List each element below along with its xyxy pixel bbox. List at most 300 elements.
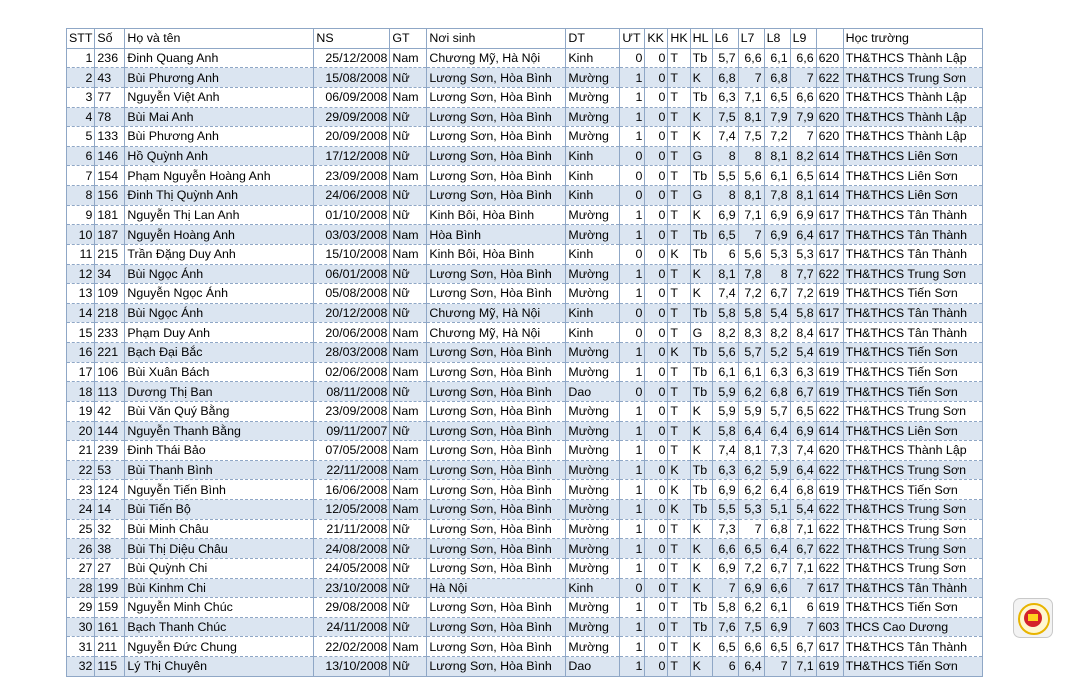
cell-l9: 7 (790, 127, 816, 147)
cell-dt: Kinh (566, 48, 620, 68)
cell-ut: 1 (620, 441, 645, 461)
cell-hk: T (668, 284, 690, 304)
cell-dt: Dao (566, 382, 620, 402)
cell-l9: 7,2 (790, 284, 816, 304)
cell-kk: 0 (645, 323, 668, 343)
cell-l6: 6,9 (712, 480, 738, 500)
cell-l6: 5,8 (712, 421, 738, 441)
table-row (67, 343, 983, 363)
cell-kk: 0 (645, 578, 668, 598)
cell-ho-ten: Bùi Ngọc Ánh (125, 264, 314, 284)
cell-school-code: 620 (816, 441, 843, 461)
cell-ns: 20/12/2008 (314, 303, 390, 323)
school-emblem-icon (1013, 598, 1053, 638)
cell-hl: Tb (690, 460, 712, 480)
table-row (67, 146, 983, 166)
cell-l7: 6,4 (738, 421, 764, 441)
header-l9: L9 (790, 29, 816, 49)
cell-l6: 6 (712, 657, 738, 677)
table-row (67, 637, 983, 657)
table-row (67, 519, 983, 539)
header-dt: DT (566, 29, 620, 49)
cell-ut: 0 (620, 186, 645, 206)
cell-l8: 6,8 (764, 519, 790, 539)
cell-hk: T (668, 68, 690, 88)
cell-ut: 0 (620, 166, 645, 186)
cell-stt: 11 (67, 244, 95, 264)
cell-dt: Mường (566, 441, 620, 461)
cell-gt: Nam (390, 362, 427, 382)
cell-hoc-truong: TH&THCS Liên Sơn (843, 186, 982, 206)
cell-l8: 5,3 (764, 244, 790, 264)
cell-school-code: 620 (816, 107, 843, 127)
cell-school-code: 619 (816, 284, 843, 304)
cell-ut: 1 (620, 657, 645, 677)
cell-stt: 10 (67, 225, 95, 245)
cell-l9: 6,3 (790, 362, 816, 382)
table-row (67, 303, 983, 323)
cell-l6: 5,6 (712, 343, 738, 363)
cell-ut: 1 (620, 460, 645, 480)
cell-l9: 5,3 (790, 244, 816, 264)
cell-hl: K (690, 637, 712, 657)
cell-gt: Nam (390, 343, 427, 363)
cell-l7: 7,1 (738, 205, 764, 225)
cell-stt: 7 (67, 166, 95, 186)
cell-l8: 6,9 (764, 225, 790, 245)
cell-school-code: 620 (816, 87, 843, 107)
cell-l6: 5,7 (712, 48, 738, 68)
table-row (67, 578, 983, 598)
cell-gt: Nữ (390, 107, 427, 127)
cell-so: 113 (95, 382, 125, 402)
cell-ns: 08/11/2008 (314, 382, 390, 402)
cell-school-code: 617 (816, 578, 843, 598)
cell-gt: Nam (390, 500, 427, 520)
cell-so: 32 (95, 519, 125, 539)
header-row (67, 29, 983, 49)
cell-ns: 24/05/2008 (314, 558, 390, 578)
cell-l8: 6,9 (764, 617, 790, 637)
cell-l7: 6,2 (738, 460, 764, 480)
cell-kk: 0 (645, 48, 668, 68)
cell-hoc-truong: TH&THCS Tiến Sơn (843, 343, 982, 363)
cell-hk: T (668, 362, 690, 382)
cell-l6: 5,5 (712, 166, 738, 186)
cell-hk: T (668, 166, 690, 186)
table-row (67, 617, 983, 637)
cell-ns: 21/11/2008 (314, 519, 390, 539)
cell-ns: 20/09/2008 (314, 127, 390, 147)
cell-school-code: 619 (816, 598, 843, 618)
header-hk: HK (668, 29, 690, 49)
table-row (67, 657, 983, 677)
cell-l9: 5,8 (790, 303, 816, 323)
cell-dt: Kinh (566, 166, 620, 186)
cell-ns: 02/06/2008 (314, 362, 390, 382)
cell-stt: 15 (67, 323, 95, 343)
cell-so: 43 (95, 68, 125, 88)
cell-l9: 6,9 (790, 421, 816, 441)
cell-school-code: 617 (816, 637, 843, 657)
cell-gt: Nữ (390, 68, 427, 88)
cell-l7: 8,3 (738, 323, 764, 343)
cell-l6: 6,5 (712, 637, 738, 657)
cell-noi-sinh: Chương Mỹ, Hà Nội (427, 48, 566, 68)
cell-hl: G (690, 146, 712, 166)
cell-ut: 1 (620, 558, 645, 578)
cell-gt: Nữ (390, 303, 427, 323)
header-l6: L6 (712, 29, 738, 49)
cell-l9: 7 (790, 578, 816, 598)
table-row (67, 480, 983, 500)
cell-l8: 8,2 (764, 323, 790, 343)
cell-stt: 28 (67, 578, 95, 598)
table-row (67, 421, 983, 441)
cell-hl: Tb (690, 598, 712, 618)
cell-noi-sinh: Lương Sơn, Hòa Bình (427, 87, 566, 107)
cell-ho-ten: Bùi Mai Anh (125, 107, 314, 127)
cell-gt: Nữ (390, 578, 427, 598)
cell-ho-ten: Dương Thị Ban (125, 382, 314, 402)
cell-so: 124 (95, 480, 125, 500)
cell-ho-ten: Nguyễn Đức Chung (125, 637, 314, 657)
cell-dt: Mường (566, 362, 620, 382)
cell-l6: 6,3 (712, 460, 738, 480)
table-row (67, 460, 983, 480)
cell-l9: 6 (790, 598, 816, 618)
cell-l6: 5,5 (712, 500, 738, 520)
cell-school-code: 617 (816, 303, 843, 323)
cell-l9: 6,4 (790, 225, 816, 245)
cell-l7: 7,8 (738, 264, 764, 284)
cell-hoc-truong: TH&THCS Trung Sơn (843, 558, 982, 578)
cell-school-code: 622 (816, 264, 843, 284)
cell-school-code: 622 (816, 500, 843, 520)
cell-kk: 0 (645, 441, 668, 461)
cell-l6: 7,3 (712, 519, 738, 539)
cell-kk: 0 (645, 127, 668, 147)
cell-so: 187 (95, 225, 125, 245)
cell-dt: Kinh (566, 244, 620, 264)
cell-hl: G (690, 323, 712, 343)
cell-l9: 7,1 (790, 519, 816, 539)
cell-dt: Mường (566, 598, 620, 618)
cell-noi-sinh: Lương Sơn, Hòa Bình (427, 343, 566, 363)
cell-ns: 13/10/2008 (314, 657, 390, 677)
cell-ut: 1 (620, 362, 645, 382)
cell-so: 218 (95, 303, 125, 323)
cell-ns: 20/06/2008 (314, 323, 390, 343)
cell-hl: K (690, 127, 712, 147)
header-ns: NS (314, 29, 390, 49)
table-row (67, 362, 983, 382)
cell-l8: 6,3 (764, 362, 790, 382)
cell-dt: Mường (566, 637, 620, 657)
cell-stt: 18 (67, 382, 95, 402)
cell-dt: Mường (566, 264, 620, 284)
cell-kk: 0 (645, 460, 668, 480)
cell-hoc-truong: TH&THCS Trung Sơn (843, 519, 982, 539)
cell-dt: Dao (566, 657, 620, 677)
header-hoc-truong: Học trường (843, 29, 982, 49)
cell-kk: 0 (645, 401, 668, 421)
cell-gt: Nam (390, 637, 427, 657)
table-row (67, 441, 983, 461)
cell-hoc-truong: TH&THCS Thành Lập (843, 87, 982, 107)
table-row (67, 244, 983, 264)
cell-ho-ten: Đinh Quang Anh (125, 48, 314, 68)
cell-hoc-truong: TH&THCS Trung Sơn (843, 539, 982, 559)
cell-hl: K (690, 205, 712, 225)
table-row (67, 558, 983, 578)
cell-school-code: 614 (816, 421, 843, 441)
cell-hk: T (668, 598, 690, 618)
cell-so: 78 (95, 107, 125, 127)
cell-l8: 6,1 (764, 598, 790, 618)
cell-l7: 5,9 (738, 401, 764, 421)
cell-stt: 30 (67, 617, 95, 637)
table-row (67, 205, 983, 225)
cell-l7: 8,1 (738, 186, 764, 206)
cell-so: 211 (95, 637, 125, 657)
cell-l8: 6,1 (764, 166, 790, 186)
cell-school-code: 617 (816, 244, 843, 264)
cell-l8: 7,2 (764, 127, 790, 147)
cell-l6: 6,1 (712, 362, 738, 382)
header-school-code (816, 29, 843, 49)
cell-hl: Tb (690, 303, 712, 323)
cell-stt: 14 (67, 303, 95, 323)
cell-l7: 5,3 (738, 500, 764, 520)
cell-ns: 29/09/2008 (314, 107, 390, 127)
cell-stt: 32 (67, 657, 95, 677)
cell-noi-sinh: Lương Sơn, Hòa Bình (427, 598, 566, 618)
cell-hoc-truong: TH&THCS Tiến Sơn (843, 284, 982, 304)
cell-school-code: 622 (816, 68, 843, 88)
cell-hk: K (668, 460, 690, 480)
cell-stt: 4 (67, 107, 95, 127)
cell-ho-ten: Bùi Thanh Bình (125, 460, 314, 480)
cell-gt: Nữ (390, 539, 427, 559)
cell-dt: Mường (566, 343, 620, 363)
cell-l7: 8 (738, 146, 764, 166)
cell-school-code: 619 (816, 657, 843, 677)
cell-dt: Mường (566, 284, 620, 304)
cell-noi-sinh: Lương Sơn, Hòa Bình (427, 637, 566, 657)
cell-l7: 6,2 (738, 382, 764, 402)
cell-hl: Tb (690, 166, 712, 186)
table-row (67, 186, 983, 206)
cell-hl: Tb (690, 225, 712, 245)
cell-school-code: 620 (816, 127, 843, 147)
cell-dt: Mường (566, 617, 620, 637)
cell-l7: 6,2 (738, 598, 764, 618)
cell-noi-sinh: Lương Sơn, Hòa Bình (427, 441, 566, 461)
cell-hk: T (668, 441, 690, 461)
cell-ns: 23/09/2008 (314, 401, 390, 421)
cell-school-code: 619 (816, 343, 843, 363)
header-kk: KK (645, 29, 668, 49)
cell-noi-sinh: Hòa Bình (427, 225, 566, 245)
cell-ns: 28/03/2008 (314, 343, 390, 363)
cell-kk: 0 (645, 205, 668, 225)
cell-hl: K (690, 284, 712, 304)
cell-so: 133 (95, 127, 125, 147)
cell-noi-sinh: Lương Sơn, Hòa Bình (427, 146, 566, 166)
cell-ns: 22/11/2008 (314, 460, 390, 480)
cell-hk: T (668, 421, 690, 441)
cell-kk: 0 (645, 362, 668, 382)
table-row (67, 382, 983, 402)
cell-ho-ten: Bạch Đại Bắc (125, 343, 314, 363)
cell-l9: 6,7 (790, 637, 816, 657)
cell-so: 236 (95, 48, 125, 68)
header-l8: L8 (764, 29, 790, 49)
cell-noi-sinh: Lương Sơn, Hòa Bình (427, 166, 566, 186)
cell-hoc-truong: TH&THCS Tiến Sơn (843, 382, 982, 402)
cell-l9: 7 (790, 617, 816, 637)
cell-hoc-truong: TH&THCS Tiến Sơn (843, 480, 982, 500)
cell-hoc-truong: TH&THCS Thành Lập (843, 107, 982, 127)
cell-l7: 5,7 (738, 343, 764, 363)
cell-l7: 6,6 (738, 48, 764, 68)
cell-hl: Tb (690, 343, 712, 363)
cell-gt: Nam (390, 401, 427, 421)
cell-ut: 1 (620, 480, 645, 500)
cell-hk: K (668, 480, 690, 500)
cell-hk: K (668, 244, 690, 264)
cell-kk: 0 (645, 558, 668, 578)
header-stt: STT (67, 29, 95, 49)
cell-so: 53 (95, 460, 125, 480)
cell-ut: 0 (620, 146, 645, 166)
cell-hk: T (668, 401, 690, 421)
cell-kk: 0 (645, 343, 668, 363)
cell-ho-ten: Bùi Tiến Bộ (125, 500, 314, 520)
cell-stt: 27 (67, 558, 95, 578)
cell-noi-sinh: Lương Sơn, Hòa Bình (427, 107, 566, 127)
cell-ut: 1 (620, 598, 645, 618)
cell-hk: K (668, 343, 690, 363)
cell-gt: Nam (390, 323, 427, 343)
cell-gt: Nam (390, 441, 427, 461)
cell-dt: Mường (566, 205, 620, 225)
cell-l7: 7,2 (738, 558, 764, 578)
cell-ut: 0 (620, 48, 645, 68)
cell-l7: 7 (738, 68, 764, 88)
cell-hl: K (690, 441, 712, 461)
cell-so: 159 (95, 598, 125, 618)
cell-so: 106 (95, 362, 125, 382)
cell-ut: 1 (620, 401, 645, 421)
cell-l9: 6,6 (790, 48, 816, 68)
cell-ut: 0 (620, 578, 645, 598)
cell-hoc-truong: TH&THCS Thành Lập (843, 441, 982, 461)
cell-hk: T (668, 205, 690, 225)
header-so: Số (95, 29, 125, 49)
table-row (67, 264, 983, 284)
cell-dt: Kinh (566, 146, 620, 166)
cell-gt: Nữ (390, 146, 427, 166)
cell-hl: Tb (690, 382, 712, 402)
cell-gt: Nữ (390, 186, 427, 206)
cell-gt: Nữ (390, 205, 427, 225)
cell-ut: 1 (620, 343, 645, 363)
cell-so: 199 (95, 578, 125, 598)
cell-ut: 0 (620, 382, 645, 402)
cell-kk: 0 (645, 480, 668, 500)
cell-l9: 5,4 (790, 500, 816, 520)
cell-hk: T (668, 264, 690, 284)
cell-ns: 23/09/2008 (314, 166, 390, 186)
header-hl: HL (690, 29, 712, 49)
cell-hk: T (668, 637, 690, 657)
cell-kk: 0 (645, 244, 668, 264)
table-row (67, 284, 983, 304)
cell-school-code: 622 (816, 519, 843, 539)
header-noi-sinh: Nơi sinh (427, 29, 566, 49)
cell-school-code: 619 (816, 362, 843, 382)
cell-l7: 7,2 (738, 284, 764, 304)
cell-dt: Mường (566, 480, 620, 500)
cell-ut: 1 (620, 107, 645, 127)
cell-dt: Kinh (566, 323, 620, 343)
cell-hk: T (668, 127, 690, 147)
cell-l7: 6,5 (738, 539, 764, 559)
student-list-sheet (66, 28, 983, 677)
cell-noi-sinh: Lương Sơn, Hòa Bình (427, 186, 566, 206)
cell-kk: 0 (645, 382, 668, 402)
cell-school-code: 617 (816, 225, 843, 245)
cell-l6: 6,9 (712, 558, 738, 578)
cell-so: 181 (95, 205, 125, 225)
cell-hk: T (668, 382, 690, 402)
cell-hl: K (690, 264, 712, 284)
cell-ns: 24/08/2008 (314, 539, 390, 559)
cell-stt: 3 (67, 87, 95, 107)
cell-hoc-truong: TH&THCS Tân Thành (843, 637, 982, 657)
cell-ns: 05/08/2008 (314, 284, 390, 304)
cell-ho-ten: Nguyễn Minh Chúc (125, 598, 314, 618)
cell-l6: 7,5 (712, 107, 738, 127)
cell-l9: 7,1 (790, 657, 816, 677)
cell-ho-ten: Lý Thị Chuyên (125, 657, 314, 677)
cell-ut: 0 (620, 244, 645, 264)
cell-stt: 16 (67, 343, 95, 363)
cell-kk: 0 (645, 421, 668, 441)
cell-hl: K (690, 68, 712, 88)
cell-gt: Nữ (390, 264, 427, 284)
cell-ns: 09/11/2007 (314, 421, 390, 441)
cell-ho-ten: Đinh Thái Bảo (125, 441, 314, 461)
cell-l9: 6,7 (790, 539, 816, 559)
cell-l7: 5,8 (738, 303, 764, 323)
cell-so: 215 (95, 244, 125, 264)
cell-noi-sinh: Lương Sơn, Hòa Bình (427, 401, 566, 421)
cell-ho-ten: Bạch Thanh Chúc (125, 617, 314, 637)
cell-l6: 6,9 (712, 205, 738, 225)
cell-ho-ten: Bùi Kinhm Chi (125, 578, 314, 598)
cell-gt: Nữ (390, 382, 427, 402)
cell-noi-sinh: Lương Sơn, Hòa Bình (427, 558, 566, 578)
cell-ns: 07/05/2008 (314, 441, 390, 461)
cell-stt: 25 (67, 519, 95, 539)
cell-l7: 5,6 (738, 244, 764, 264)
cell-stt: 23 (67, 480, 95, 500)
cell-l6: 6,8 (712, 68, 738, 88)
cell-l9: 5,4 (790, 343, 816, 363)
